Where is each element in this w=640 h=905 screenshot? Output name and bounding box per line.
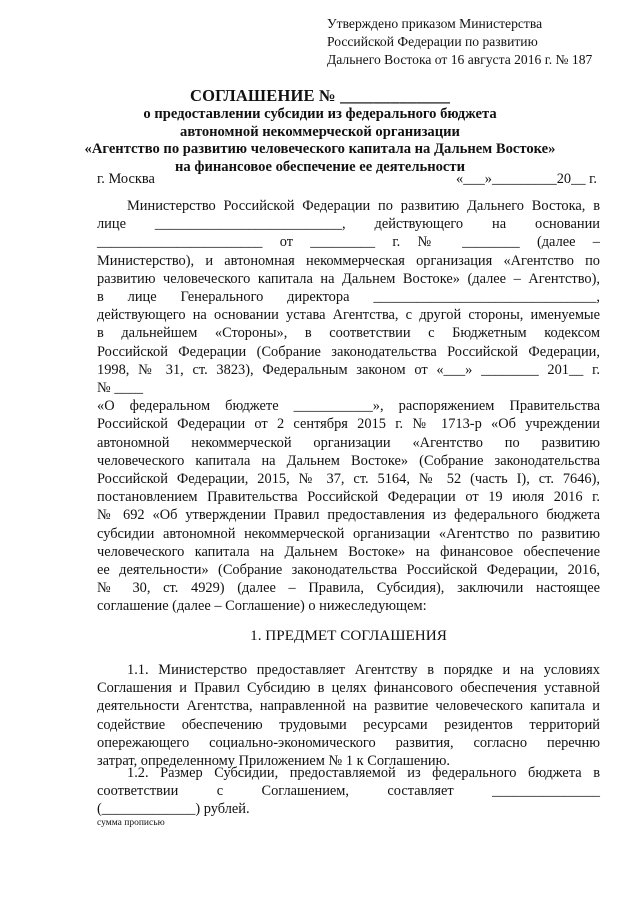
clause-line: (_____________) рублей. [97,801,250,818]
clause-line: 1.2. Размер Субсидии, предоставляемой из федерального бюджета в [127,765,600,781]
preamble-line: Министерство), и автономная некоммерческая организация «Агентство по [97,252,600,269]
preamble-line: Российской Федерации (Собрание законодательства Российской Федерации, [97,343,600,360]
preamble-paragraph [97,197,600,616]
clause-line: 1.1. Министерство предоставляет Агентству в порядке и на условиях [127,662,600,678]
preamble-line: действующего на основании устава Агентства, с другой стороны, именуемые [97,307,600,324]
preamble-line: постановлением Правительства Российской Федерации от 19 июля 2016 г. [97,489,600,506]
title-line: автономной некоммерческой организации [180,123,460,140]
preamble-line: человеческого капитала на Дальнем Востоке» (Собрание законодательства [97,452,600,469]
preamble-line: Российской Федерации, 2015, № 37, ст. 5164, № 52 (часть I), ст. 7646), [97,471,600,488]
preamble-line: человеческого капитала на Дальнем Востоке» на финансовое обеспечение [97,543,600,560]
clause-line: Соглашения и Правил Субсидию в целях финансового обеспечения уставной [97,680,600,697]
clause-1-2 [97,764,600,819]
preamble-line: № 30, ст. 4929) (далее – Правила, Субсидия), заключили настоящее [97,580,600,597]
clause-line: опережающего социально-экономического развития, согласно перечню [97,734,600,751]
preamble-line: субсидии автономной некоммерческой организации «Агентство по развитию [97,525,600,542]
title-line: о предоставлении субсидии из федерального бюджета [143,106,497,122]
agreement-number-heading: СОГЛАШЕНИЕ № _____________ [189,86,451,105]
preamble-line: № ____ [97,380,144,397]
approval-line: Российской Федерации по развитию [327,34,538,49]
title-line: на финансовое обеспечение ее деятельности [175,158,465,175]
preamble-line: Министерство Российской Федерации по развитию Дальнего Востока, в [127,198,600,214]
preamble-line: ее деятельности» (Собрание законодательства Российской Федерации, 2016, [97,562,600,579]
agreement-title [40,86,600,176]
title-line: «Агентство по развитию человеческого капитала на Дальнем Востоке» [84,141,556,157]
preamble-line: в дальнейшем «Стороны», в соответствии с Бюджетным кодексом [97,325,600,342]
approval-stamp [327,15,627,69]
preamble-line: лице __________________________, действующего на основании [97,216,600,233]
preamble-line: соглашение (далее – Соглашение) о нижеследующем: [97,598,427,615]
date-blank: «___»_________20__ г. [456,171,597,187]
city: г. Москва [97,171,155,187]
preamble-line: Российской Федерации от 2 сентября 2015 г. № 1713-р «Об учреждении [97,416,600,433]
preamble-line: развитию человеческого капитала на Дальнем Востоке» (далее – Агентство), [97,270,600,287]
section-heading: 1. ПРЕДМЕТ СОГЛАШЕНИЯ [250,627,447,644]
clause-line: соответствии с Соглашением, составляет _______________ [97,783,600,800]
preamble-line: 1998, № 31, ст. 3823), Федеральным законом от «___» ________ 201__ г. [97,361,600,378]
approval-line: Утверждено приказом Министерства [327,16,543,31]
approval-line: Дальнего Востока от 16 августа 2016 г. № 187 [327,52,593,67]
clause-line: содействие обеспечению трудовыми ресурсами резидентов территорий [97,716,600,733]
amount-in-words-note: сумма прописью [97,818,165,828]
clause-line: деятельности Агентства, направленной на развитие человеческого капитала и [97,698,600,715]
preamble-line: _______________________ от _________ г. № ________ (далее – [97,234,600,251]
preamble-line: в лице Генерального директора _______________________________, [97,289,600,306]
preamble-line: № 692 «Об утверждении Правил предоставления из федерального бюджета [97,507,600,524]
clause-1-1 [97,661,600,770]
preamble-line: «О федеральном бюджете ___________», распоряжением Правительства [97,398,600,415]
clause-line: затрат, определенному Приложением № 1 к Соглашению. [97,753,450,770]
preamble-line: автономной некоммерческой организации «Агентство по развитию [97,434,600,451]
